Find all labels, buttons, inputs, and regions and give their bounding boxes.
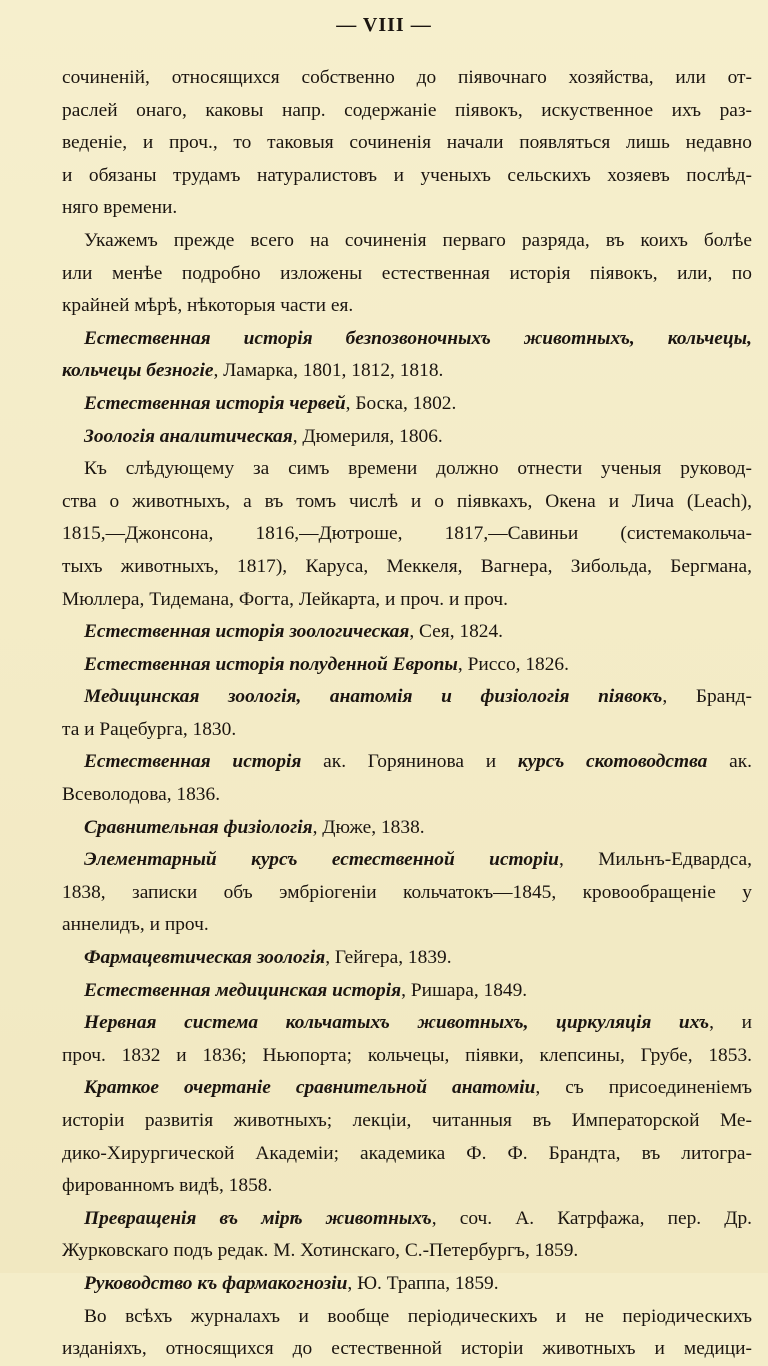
- text-line: [62, 812, 752, 845]
- italic-title: Сравнительная физіологія: [84, 816, 313, 838]
- italic-title: кольчецы безногіе: [62, 360, 214, 382]
- text-line: [62, 909, 752, 942]
- text-run: , Бранд-: [662, 686, 752, 708]
- italic-title: Естественная исторія червей: [84, 392, 346, 414]
- text-line: [62, 551, 752, 584]
- italic-title: Краткое очертаніе сравнительной анатоміи: [84, 1077, 536, 1099]
- text-run: Во всѣхъ журналахъ и вообще періодическихъ и не періодическихъ: [84, 1305, 752, 1327]
- italic-title: курсъ скотоводства: [517, 751, 708, 773]
- text-line: [62, 160, 752, 193]
- italic-title: Естественная исторія безпозвоночныхъ животныхъ, кольчецы,: [84, 327, 752, 349]
- text-line: [62, 1040, 752, 1073]
- text-run: , Дюже, 1838.: [312, 816, 425, 838]
- text-run: 1838, записки объ эмбріогеніи кольчатокъ—1845, кровообращеніе у: [62, 881, 752, 903]
- text-run: , Боска, 1802.: [345, 392, 457, 414]
- italic-title: Естественная исторія: [84, 751, 302, 773]
- text-line: [62, 681, 752, 714]
- page-text-body: [62, 62, 752, 1366]
- italic-title: Фармацевтическая зоологія: [84, 947, 326, 969]
- text-run: , Ламарка, 1801, 1812, 1818.: [213, 360, 444, 382]
- text-run: Укажемъ прежде всего на сочиненія перваго разряда, въ коихъ болѣе: [84, 229, 752, 251]
- text-run: фированномъ видѣ, 1858.: [62, 1175, 273, 1197]
- text-line: [62, 225, 752, 258]
- text-line: [62, 616, 752, 649]
- text-line: [62, 649, 752, 682]
- italic-title: Элементарный курсъ естественной исторіи: [84, 849, 559, 871]
- text-line: [62, 779, 752, 812]
- text-line: [62, 746, 752, 779]
- text-line: [62, 714, 752, 747]
- text-line: [62, 518, 752, 551]
- text-line: [62, 1203, 752, 1236]
- text-line: [62, 1105, 752, 1138]
- text-run: веденіе, и проч., то таковыя сочиненія начали появляться лишь недавно: [62, 132, 752, 154]
- text-line: [62, 942, 752, 975]
- text-line: [62, 584, 752, 617]
- text-run: Всеволодова, 1836.: [62, 784, 221, 806]
- text-run: или менѣе подробно изложены естественная исторія піявокъ, или, по: [62, 262, 752, 284]
- text-run: дико-Хирургической Академіи; академика Ф. Ф. Брандта, въ литогра-: [62, 1142, 752, 1164]
- text-run: Журковскаго подъ редак. М. Хотинскаго, С.-Петербургъ, 1859.: [62, 1240, 579, 1262]
- text-line: [62, 486, 752, 519]
- text-run: , Ю. Траппа, 1859.: [347, 1272, 499, 1294]
- text-run: , Риссо, 1826.: [457, 653, 569, 675]
- italic-title: Руководство къ фармакогнозіи: [84, 1272, 348, 1294]
- text-line: [62, 1072, 752, 1105]
- text-run: ства о животныхъ, а въ томъ числѣ и о піявкахъ, Окена и Лича (Leach),: [62, 490, 752, 512]
- text-line: [62, 844, 752, 877]
- page-number-header: — VIII —: [336, 14, 432, 36]
- italic-title: Превращенія въ мірѣ животныхъ: [84, 1207, 432, 1229]
- text-run: Къ слѣдующему за симъ времени должно отнести ученыя руковод-: [84, 458, 752, 480]
- text-line: [62, 421, 752, 454]
- italic-title: Естественная исторія полуденной Европы: [84, 653, 458, 675]
- text-run: проч. 1832 и 1836; Ньюпорта; кольчецы, піявки, клепсины, Грубе, 1853.: [62, 1044, 752, 1066]
- text-run: крайней мѣрѣ, нѣкоторыя части ея.: [62, 295, 354, 317]
- text-run: 1815,—Джонсона, 1816,—Дютроше, 1817,—Савиньи (системакольча-: [62, 523, 752, 545]
- text-run: , Сея, 1824.: [409, 621, 504, 643]
- text-run: тыхъ животныхъ, 1817), Каруса, Меккеля, Вагнера, Зибольда, Бергмана,: [62, 555, 752, 577]
- text-line: [62, 1007, 752, 1040]
- text-line: [62, 323, 752, 356]
- text-run: , съ присоединеніемъ: [535, 1077, 752, 1099]
- text-run: аннелидъ, и проч.: [62, 914, 209, 936]
- text-line: [62, 192, 752, 225]
- text-line: [62, 1333, 752, 1366]
- text-run: та и Рацебурга, 1830.: [62, 718, 237, 740]
- italic-title: Нервная система кольчатыхъ животныхъ, циркуляція ихъ: [84, 1012, 710, 1034]
- text-run: сочиненій, относящихся собственно до піявочнаго хозяйства, или от-: [62, 67, 752, 88]
- text-line: [62, 290, 752, 323]
- text-line: [62, 355, 752, 388]
- text-run: , Дюмериля, 1806.: [292, 425, 443, 447]
- text-line: [62, 1301, 752, 1334]
- text-run: и обязаны трудамъ натуралистовъ и ученыхъ сельскихъ хозяевъ послѣд-: [62, 164, 752, 186]
- text-run: , Мильнъ-Едвардса,: [558, 849, 753, 871]
- text-line: [62, 1235, 752, 1268]
- text-line: [62, 975, 752, 1008]
- text-line: [62, 95, 752, 128]
- text-run: изданіяхъ, относящихся до естественной исторіи животныхъ и медици-: [62, 1338, 752, 1360]
- text-line: [62, 62, 752, 95]
- text-run: исторіи развитія животныхъ; лекціи, читанныя въ Императорской Ме-: [62, 1110, 752, 1131]
- text-line: [62, 127, 752, 160]
- italic-title: Естественная исторія зоологическая: [84, 621, 410, 643]
- text-line: [62, 1138, 752, 1171]
- text-line: [62, 453, 752, 486]
- text-line: [62, 258, 752, 291]
- text-run: , Ришара, 1849.: [401, 979, 528, 1001]
- text-line: [62, 877, 752, 910]
- text-run: , соч. А. Катрфажа, пер. Др.: [431, 1207, 753, 1229]
- text-line: [62, 1170, 752, 1203]
- italic-title: Естественная медицинская исторія: [84, 979, 402, 1001]
- italic-title: Медицинская зоологія, анатомія и физіологія піявокъ: [84, 686, 663, 708]
- text-run: , и: [709, 1012, 752, 1034]
- text-run: , Гейгера, 1839.: [325, 947, 452, 969]
- text-run: Мюллера, Тидемана, Фогта, Лейкарта, и проч. и проч.: [62, 588, 509, 610]
- italic-title: Зоологія аналитическая: [84, 425, 293, 447]
- text-run: раслей онаго, каковы напр. содержаніе піявокъ, искуственное ихъ раз-: [62, 99, 752, 121]
- text-run: ак. Горянинова и: [301, 751, 518, 773]
- text-run: ак.: [707, 751, 752, 773]
- text-run: няго времени.: [62, 197, 178, 219]
- text-line: [62, 388, 752, 421]
